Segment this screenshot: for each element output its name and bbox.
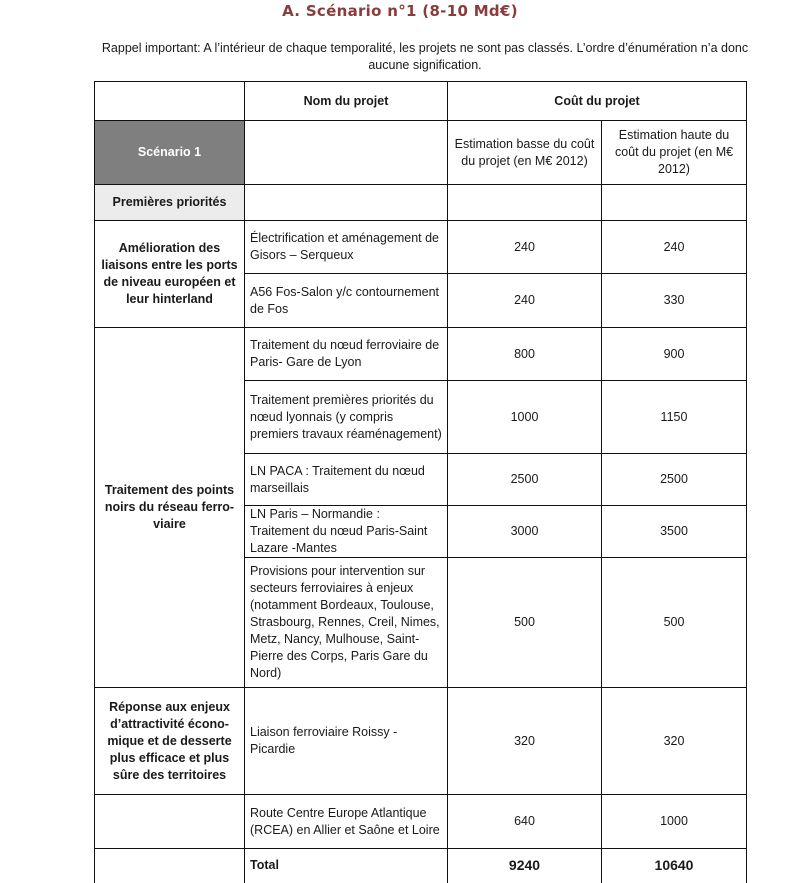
- total-empty-cell: [95, 849, 245, 883]
- high-estimate: 240: [602, 221, 747, 274]
- high-estimate-header: Estimation haute du coût du projet (en M€ 2012): [602, 121, 747, 185]
- category-label: Traitement des points noirs du réseau ferro-viaire: [95, 328, 245, 688]
- low-estimate: 800: [448, 328, 602, 381]
- total-row: [95, 849, 747, 883]
- project-name-header: Nom du projet: [245, 82, 448, 121]
- low-estimate: 240: [448, 221, 602, 274]
- header-row: [95, 82, 747, 121]
- low-estimate: 500: [448, 558, 602, 688]
- project-name: Électrification et aménagement de Gisors – Serqueux: [245, 221, 448, 274]
- table-row: [95, 795, 747, 849]
- high-estimate: 320: [602, 688, 747, 795]
- total-label: Total: [245, 849, 448, 883]
- project-name: Traitement du nœud ferroviaire de Paris- Gare de Lyon: [245, 328, 448, 381]
- high-estimate: 330: [602, 274, 747, 328]
- project-name: Provisions pour intervention sur secteurs ferroviaires à enjeux (notamment Bordeaux, Toulouse, Strasbourg, Rennes, Creil, Nimes, Metz, Nancy, Mulhouse, Saint-Pierre des Corps, Paris Gare du Nord): [245, 558, 448, 688]
- empty-category-cell: [95, 795, 245, 849]
- table-row: [95, 328, 747, 381]
- high-estimate: 3500: [602, 506, 747, 558]
- priority-row: [95, 185, 747, 221]
- table-row: [95, 221, 747, 274]
- project-name: Route Centre Europe Atlantique (RCEA) en Allier et Saône et Loire: [245, 795, 448, 849]
- project-name: Liaison ferroviaire Roissy - Picardie: [245, 688, 448, 795]
- total-high: 10640: [602, 849, 747, 883]
- low-estimate: 240: [448, 274, 602, 328]
- high-estimate: 2500: [602, 454, 747, 506]
- category-label: Amélioration des liaisons entre les ports de niveau européen et leur hinterland: [95, 221, 245, 328]
- high-estimate: 1000: [602, 795, 747, 849]
- table-row: [95, 688, 747, 795]
- priority-empty-cell: [602, 185, 747, 221]
- priority-empty-cell: [448, 185, 602, 221]
- total-low: 9240: [448, 849, 602, 883]
- project-name: A56 Fos-Salon y/c contournement de Fos: [245, 274, 448, 328]
- page-title: A. Scénario n°1 (8-10 Md€): [282, 2, 518, 20]
- project-name: Traitement premières priorités du nœud lyonnais (y compris premiers travaux réaménagement): [245, 381, 448, 454]
- category-label: Réponse aux enjeux d’attractivité écono-mique et de desserte plus efficace et plus sûre des territoires: [95, 688, 245, 795]
- scenario-row: [95, 121, 747, 185]
- scenario-empty-cell: [245, 121, 448, 185]
- high-estimate: 500: [602, 558, 747, 688]
- low-estimate: 2500: [448, 454, 602, 506]
- header-empty-cell: [95, 82, 245, 121]
- low-estimate: 3000: [448, 506, 602, 558]
- high-estimate: 1150: [602, 381, 747, 454]
- low-estimate: 1000: [448, 381, 602, 454]
- low-estimate-header: Estimation basse du coût du projet (en M€ 2012): [448, 121, 602, 185]
- project-name: LN Paris – Normandie : Traitement du nœud Paris-Saint Lazare -Mantes: [245, 506, 448, 558]
- priority-label: Premières priorités: [95, 185, 245, 221]
- low-estimate: 320: [448, 688, 602, 795]
- scenario-label: Scénario 1: [95, 121, 245, 185]
- reminder-note: Rappel important: A l’intérieur de chaque temporalité, les projets ne sont pas classés. L’ordre d’énumération n’a donc aucune signification.: [101, 41, 749, 72]
- project-name: LN PACA : Traitement du nœud marseillais: [245, 454, 448, 506]
- project-cost-header: Coût du projet: [448, 82, 747, 121]
- low-estimate: 640: [448, 795, 602, 849]
- high-estimate: 900: [602, 328, 747, 381]
- projects-table: [94, 81, 747, 883]
- priority-empty-cell: [245, 185, 448, 221]
